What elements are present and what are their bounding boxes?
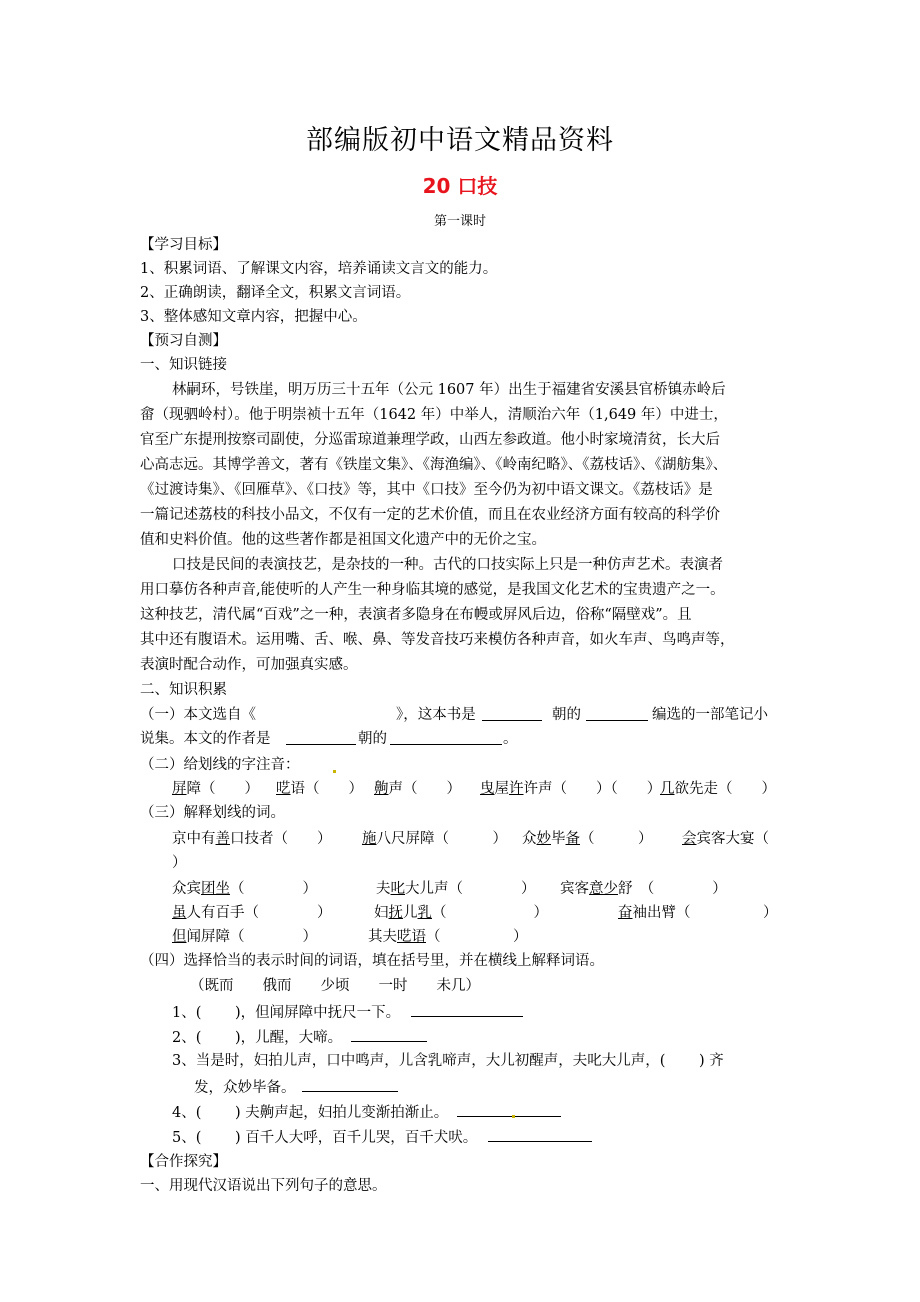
time-sentence: 3、当是时，妇拍儿声，口中鸣声，儿含乳啼声，大儿初醒声，夫叱大儿声，( ) 齐: [172, 1053, 724, 1069]
document-title: 部编版初中语文精品资料: [306, 125, 614, 156]
fill-blank[interactable]: [488, 1127, 592, 1142]
fill-blank[interactable]: [390, 730, 502, 745]
pinyin-question-label: （二）给划线的字注音：: [140, 757, 300, 773]
translate-question: 一、用现代汉语说出下列句子的意思。: [140, 1178, 387, 1194]
author-paragraph-line: 《过渡诗集》、《回雁草》、《口技》等，其中《口技》至今仍为初中语文课文。《荔枝话》是: [140, 482, 713, 498]
author-paragraph-line: 官至广东提刑按察司副使，分巡雷琼道兼理学政，山西左参政道。他小时家境清贫，长大后: [140, 432, 720, 448]
mark-dot: [333, 770, 336, 773]
fill-blank[interactable]: [302, 1077, 398, 1092]
explain-row-continued: ）: [172, 855, 187, 871]
knowledge-link-title: 一、知识链接: [140, 357, 227, 373]
explain-row: 虽人有百手（ ） 妇抚儿乳（ ） 奋袖出臂（ ）: [172, 905, 778, 921]
kouji-paragraph-line: 其中还有腹语术。运用嘴、舌、喉、鼻、等发音技巧来模仿各种声音，如火车声、鸟鸣声等，: [140, 632, 735, 648]
explain-row: 但闻屏障（ ） 其夫呓语（ ）: [172, 929, 528, 945]
question-source-line2: 说集。本文的作者是 朝的 。: [140, 731, 518, 747]
time-sentence: 4、( ) 夫齁声起，妇拍儿变渐拍渐止。: [172, 1102, 561, 1122]
author-paragraph-line: 一篇记述荔枝的科技小品文，不仅有一定的艺术价值，而且在农业经济方面有较高的科学价: [140, 507, 720, 523]
author-paragraph-line: 畲（现驷岭村）。他于明崇祯十五年（1642 年）中举人，清顺治六年（1,649 年）中进士，: [140, 407, 728, 423]
goals-heading: 【学习目标】: [140, 237, 227, 253]
time-sentence: 2、( )，儿醒，大啼。: [172, 1027, 427, 1047]
author-paragraph-line: 心高志远。其博学善文，著有《铁崖文集》、《海渔编》、《岭南纪略》、《荔枝话》、《湖舫集》、: [140, 457, 728, 473]
knowledge-accumulation-title: 二、知识积累: [140, 682, 227, 698]
fill-blank[interactable]: [586, 706, 648, 721]
kouji-paragraph-line: 表演时配合动作，可加强真实感。: [140, 657, 358, 673]
time-sentence: 1、( )，但闻屏障中抚尺一下。: [172, 1002, 523, 1022]
cooperation-heading: 【合作探究】: [140, 1154, 227, 1170]
kouji-paragraph-line: 这种技艺，清代属“百戏”之一种，表演者多隐身在布幔或屏风后边，俗称“隔壁戏”。且: [140, 607, 692, 623]
mark-dot: [512, 1115, 515, 1118]
lesson-title: 20 口技: [422, 174, 498, 198]
author-paragraph-line: 林嗣环，号铁崖，明万历三十五年（公元 1607 年）出生于福建省安溪县官桥镇赤岭后: [172, 382, 726, 398]
fill-blank[interactable]: [286, 730, 356, 745]
explain-row: 京中有善口技者（ ） 施八尺屏障（ ） 众妙毕备（ ） 会宾客大宴（: [172, 831, 769, 847]
explain-row: 众宾团坐（ ） 夫叱大儿声（ ） 宾客意少舒 （ ）: [172, 881, 727, 897]
question-source-line1: （一）本文选自《 》，这本书是 朝的 编选的一部笔记小: [140, 707, 768, 723]
fill-blank[interactable]: [482, 706, 542, 721]
explain-question-label: （三）解释划线的词。: [140, 805, 285, 821]
fill-blank[interactable]: [411, 1002, 523, 1017]
goal-item: 2、正确朗读，翻译全文，积累文言词语。: [140, 285, 411, 301]
fill-blank[interactable]: [351, 1027, 427, 1042]
lesson-period: 第一课时: [433, 214, 486, 229]
pinyin-row: 屏障（ ） 呓语（ ） 齁声（ ） 曳屋许许声（ ）（ ） 几欲先走（ ）: [172, 781, 776, 797]
fill-blank[interactable]: [457, 1102, 561, 1117]
kouji-paragraph-line: 用口摹仿各种声音,能使听的人产生一种身临其境的感觉，是我国文化艺术的宝贵遗产之一。: [140, 582, 725, 598]
time-word-options: （既而 俄而 少顷 一时 未几）: [190, 978, 480, 994]
preview-heading: 【预习自测】: [140, 333, 227, 349]
goal-item: 1、积累词语、了解课文内容，培养诵读文言文的能力。: [140, 261, 498, 277]
kouji-paragraph-line: 口技是民间的表演技艺，是杂技的一种。古代的口技实际上只是一种仿声艺术。表演者: [172, 557, 723, 573]
time-words-question-label: （四）选择恰当的表示时间的词语，填在括号里，并在横线上解释词语。: [140, 953, 604, 969]
goal-item: 3、整体感知文章内容，把握中心。: [140, 309, 367, 325]
time-sentence-continued: 发，众妙毕备。: [194, 1077, 398, 1097]
author-paragraph-line: 值和史料价值。他的这些著作都是祖国文化遗产中的无价之宝。: [140, 532, 546, 548]
time-sentence: 5、( ) 百千人大呼，百千儿哭，百千犬吠。: [172, 1127, 592, 1147]
